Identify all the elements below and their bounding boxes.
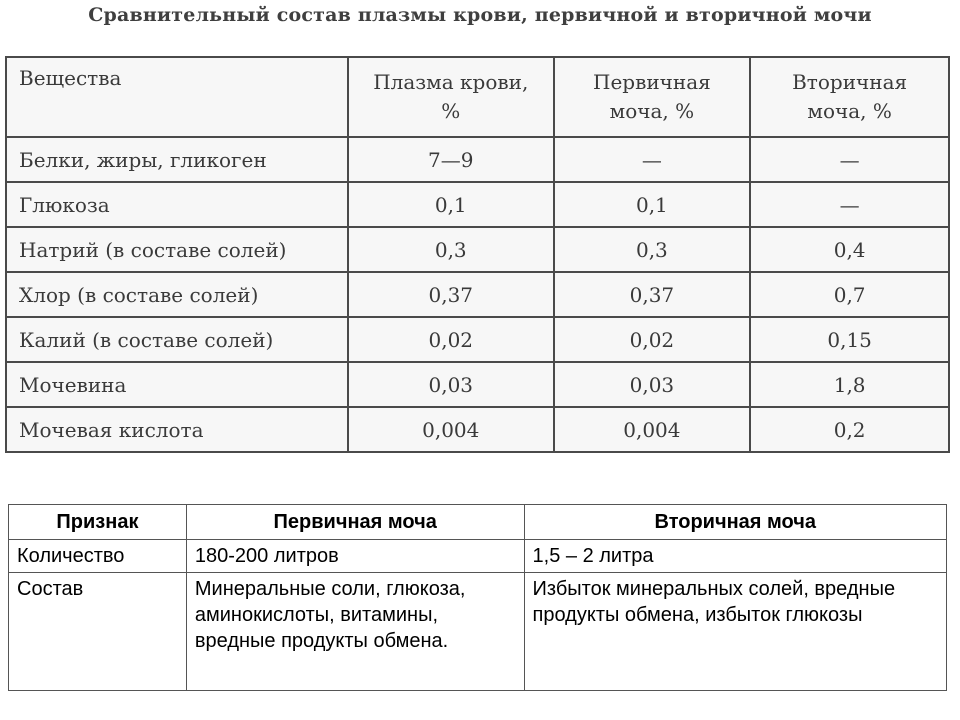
plasma-value: 0,1 — [348, 182, 554, 227]
table-row — [6, 137, 949, 182]
feature-name: Количество — [9, 540, 187, 573]
header-feature: Признак — [9, 505, 187, 540]
substance-name: Калий (в составе солей) — [6, 317, 348, 362]
table-header-row — [9, 505, 947, 540]
substance-name: Мочевая кислота — [6, 407, 348, 452]
plasma-value: 0,02 — [348, 317, 554, 362]
secondary-urine-value: 0,4 — [750, 227, 949, 272]
table-row — [9, 573, 947, 691]
header-secondary-urine: Вторичная моча — [524, 505, 946, 540]
plasma-value: 0,37 — [348, 272, 554, 317]
plasma-value: 0,004 — [348, 407, 554, 452]
table-row — [6, 272, 949, 317]
substance-name: Хлор (в составе солей) — [6, 272, 348, 317]
secondary-urine-value: 0,15 — [750, 317, 949, 362]
secondary-urine-value: 0,2 — [750, 407, 949, 452]
table-row — [6, 317, 949, 362]
primary-urine-value: 0,03 — [554, 362, 751, 407]
header-secondary-urine: Вторичная моча, % — [750, 57, 949, 137]
secondary-urine-value: — — [750, 182, 949, 227]
header-primary-urine: Первичная моча — [186, 505, 524, 540]
feature-name: Состав — [9, 573, 187, 691]
table-row — [9, 540, 947, 573]
primary-urine-cell: Минеральные соли, глюкоза, аминокислоты, витамины, вредные продукты обмена. — [186, 573, 524, 691]
substance-name: Глюкоза — [6, 182, 348, 227]
secondary-urine-cell: 1,5 – 2 литра — [524, 540, 946, 573]
secondary-urine-value: — — [750, 137, 949, 182]
primary-urine-cell: 180-200 литров — [186, 540, 524, 573]
table-row — [6, 182, 949, 227]
page-title: Сравнительный состав плазмы крови, первичной и вторичной мочи — [88, 4, 872, 26]
plasma-value: 0,03 — [348, 362, 554, 407]
plasma-value: 0,3 — [348, 227, 554, 272]
substance-name: Натрий (в составе солей) — [6, 227, 348, 272]
primary-urine-value: 0,3 — [554, 227, 751, 272]
composition-table — [5, 56, 950, 453]
header-primary-urine: Первичная моча, % — [554, 57, 751, 137]
substance-name: Белки, жиры, гликоген — [6, 137, 348, 182]
primary-urine-value: 0,1 — [554, 182, 751, 227]
table-row — [6, 407, 949, 452]
table-header-row — [6, 57, 949, 137]
table-row — [6, 227, 949, 272]
primary-urine-value: — — [554, 137, 751, 182]
secondary-urine-value: 1,8 — [750, 362, 949, 407]
primary-urine-value: 0,02 — [554, 317, 751, 362]
primary-urine-value: 0,37 — [554, 272, 751, 317]
primary-urine-value: 0,004 — [554, 407, 751, 452]
plasma-value: 7—9 — [348, 137, 554, 182]
secondary-urine-value: 0,7 — [750, 272, 949, 317]
header-blood-plasma: Плазма крови, % — [348, 57, 554, 137]
secondary-urine-cell: Избыток минеральных солей, вредные продукты обмена, избыток глюкозы — [524, 573, 946, 691]
header-substances: Вещества — [6, 57, 348, 137]
comparison-table — [8, 504, 947, 691]
substance-name: Мочевина — [6, 362, 348, 407]
table-row — [6, 362, 949, 407]
